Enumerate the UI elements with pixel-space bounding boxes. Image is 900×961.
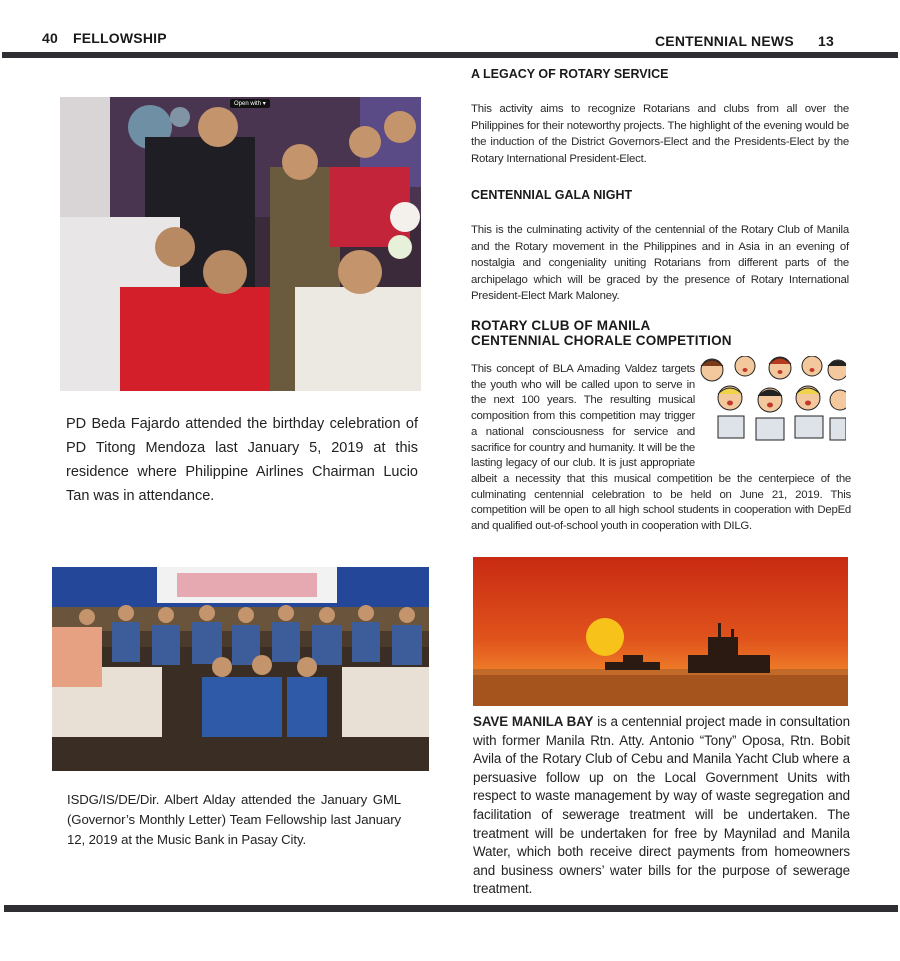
right-section-title: CENTENNIAL NEWS xyxy=(655,33,794,49)
chorale-heading-line2: CENTENNIAL CHORALE COMPETITION xyxy=(471,333,732,348)
open-with-label: Open with xyxy=(234,101,262,107)
right-page-number: 13 xyxy=(818,33,834,49)
illustration-float-spacer xyxy=(699,362,851,462)
open-with-button[interactable] xyxy=(230,99,270,108)
team-fellowship-photo xyxy=(52,567,429,771)
footer-rule xyxy=(4,905,898,912)
chevron-down-icon: ▾ xyxy=(262,101,266,107)
birthday-celebration-photo xyxy=(60,97,421,391)
legacy-heading: A LEGACY OF ROTARY SERVICE xyxy=(471,67,669,81)
header-rule xyxy=(2,52,898,58)
legacy-body: This activity aims to recognize Rotarians and clubs from all over the Philippines for their noteworthy projects. The highlight of the evening would be the induction of the District Governors-Elect and the Presidents-Elect by the Rotary International President-Elect. xyxy=(471,103,849,165)
save-manila-bay-text: is a centennial project made in consultation with former Manila Rtn. Atty. Antonio “Tony” Oposa, Rtn. Bobit Avila of the Rotary Club of Cebu and Manila Yacht Club where a persuasive follow up on the Local Government Units with respect to waste management by way of waste segregation and facilitation of sewerage treatment will be undertaken. The treatment will be undertaken for free by Maynilad and Manila Water, which both receive direct payments from homeowners and business owners’ water bills for the purpose of sewerage treatment. xyxy=(473,714,850,897)
gala-heading: CENTENNIAL GALA NIGHT xyxy=(471,188,633,202)
left-section-title: FELLOWSHIP xyxy=(73,30,167,46)
chorale-body-text: This concept of BLA Amading Valdez targets the youth who will be called upon to serve in the next 100 years. The resulting musical composition from this competition may trigger a national consciousness for service and sacrifice for country and humanity. It will be the lasting legacy of our club. It is just appropriate albeit a necessity that this musical competition be the centerpiece of the culminating centennial celebration to be held on June 21, 2019. This competition will be open to all high school students in cooperation with DepEd and qualified out-of-school youth in cooperation with DILG. xyxy=(471,363,851,533)
save-manila-bay-body xyxy=(473,713,850,899)
birthday-caption: PD Beda Fajardo attended the birthday celebration of PD Titong Mendoza last January 5, 2019 at this residence where Philippine Airlines Chairman Lucio Tan was in attendance. xyxy=(66,416,418,504)
chorale-heading-line1: ROTARY CLUB OF MANILA xyxy=(471,318,651,333)
manila-bay-sunset-photo xyxy=(473,557,848,706)
gala-body: This is the culminating activity of the centennial of the Rotary Club of Manila and the Rotary movement in the Philippines and in Asia in an evening of nostalgia and congeniality uniting Rotarians from different parts of the archipelago which will be graced by the presence of Rotary International President-Elect Mark Maloney. xyxy=(471,224,849,303)
left-page-number: 40 xyxy=(42,30,58,46)
save-manila-bay-lead: SAVE MANILA BAY xyxy=(473,714,594,729)
chorale-body xyxy=(471,362,851,535)
fellowship-caption: ISDG/IS/DE/Dir. Albert Alday attended the January GML (Governor’s Monthly Letter) Team Fellowship last January 12, 2019 at the Music Bank in Pasay City. xyxy=(67,792,401,847)
